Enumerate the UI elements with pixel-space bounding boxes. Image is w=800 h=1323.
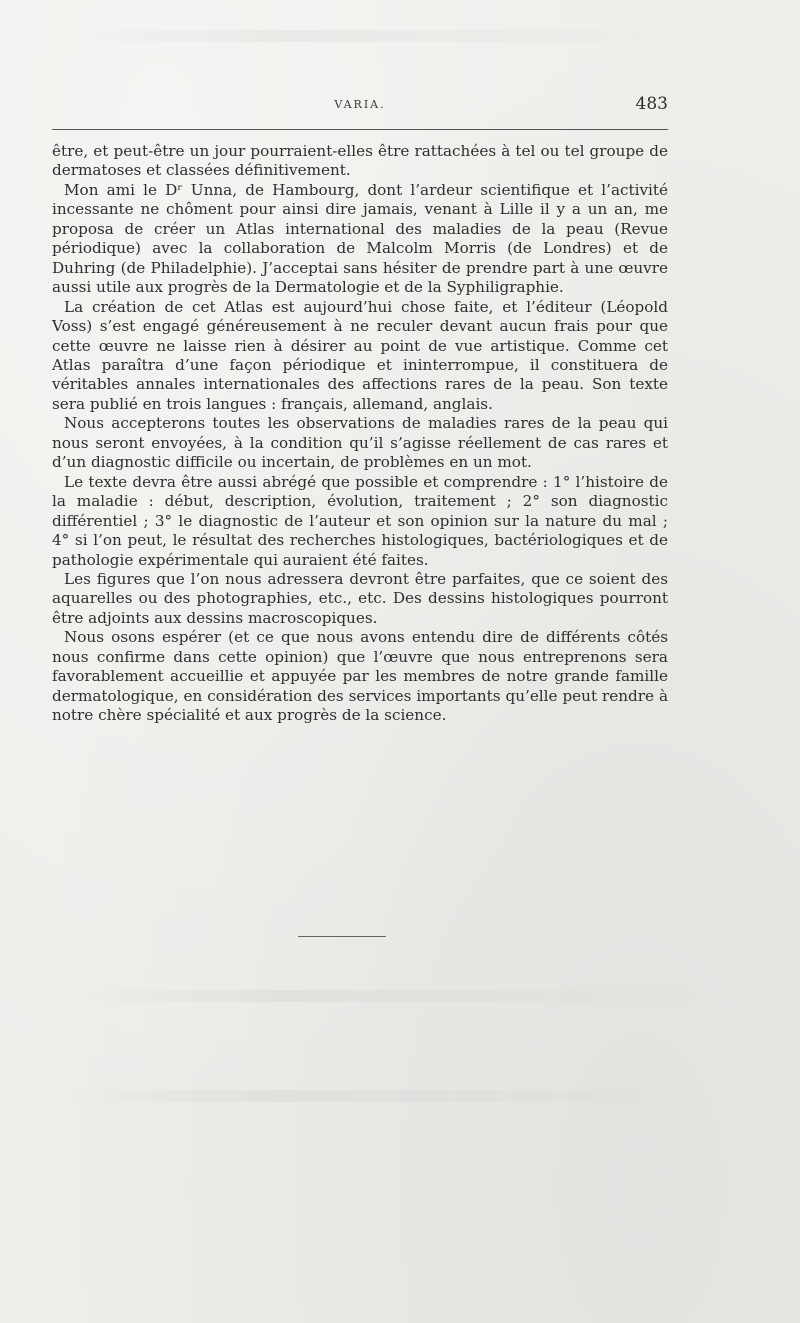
end-rule <box>298 936 386 937</box>
paragraph: Nous osons espérer (et ce que nous avons entendu dire de différents côtés nous confirme dans cette opinion) que l’œuvre que nous entreprenons sera favorablement accueillie et appuyée par les membres de notre grande famille dermatologique, en considération des services importants qu’elle peut rendre à notre chère spécialité et aux progrès de la science. <box>52 628 668 725</box>
show-through-shadow <box>60 990 720 1002</box>
show-through-shadow <box>60 1090 720 1102</box>
paragraph: être, et peut-être un jour pourraient-elles être rattachées à tel ou tel groupe de dermatoses et classées définitivement. <box>52 142 668 180</box>
page-number: 483 <box>635 94 668 114</box>
running-head: VARIA. <box>334 98 386 111</box>
page-header <box>52 94 668 116</box>
header-rule <box>52 129 668 130</box>
paragraph: Les figures que l’on nous adressera devront être parfaites, que ce soient des aquarelles ou des photographies, etc., etc. Des dessins histologiques pourront être adjoints aux dessins macroscopiques. <box>52 569 668 627</box>
body-text <box>52 142 668 726</box>
paragraph: La création de cet Atlas est aujourd’hui chose faite, et l’éditeur (Léopold Voss) s’est engagé généreusement à ne reculer devant aucun frais pour que cette œuvre ne laisse rien à désirer au point de vue artistique. Comme cet Atlas paraîtra d’une façon périodique et ininterrompue, il constituera de véritables annales internationales des affections rares de la peau. Son texte sera publié en trois langues : français, allemand, anglais. <box>52 297 668 413</box>
paragraph: Mon ami le Dʳ Unna, de Hambourg, dont l’ardeur scientifique et l’activité incessante ne chôment pour ainsi dire jamais, venant à Lille il y a un an, me proposa de créer un Atlas international des maladies de la peau (Revue périodique) avec la collaboration de Malcolm Morris (de Londres) et de Duhring (de Philadelphie). J’acceptai sans hésiter de prendre part à une œuvre aussi utile aux progrès de la Dermatologie et de la Syphiligraphie. <box>52 180 668 297</box>
paragraph: Le texte devra être aussi abrégé que possible et comprendre : 1° l’histoire de la maladie : début, description, évolution, traitement ; 2° son diagnostic différentiel ; 3° le diagnostic de l’auteur et son opinion sur la nature du mal ; 4° si l’on peut, le résultat des recherches histologiques, bactériologiques et de pathologie expérimentale qui auraient été faites. <box>52 472 668 569</box>
paragraph: Nous accepterons toutes les observations de maladies rares de la peau qui nous seront envoyées, à la condition qu’il s’agisse réellement de cas rares et d’un diagnostic difficile ou incertain, de problèmes en un mot. <box>52 414 668 472</box>
show-through-shadow <box>60 30 720 42</box>
